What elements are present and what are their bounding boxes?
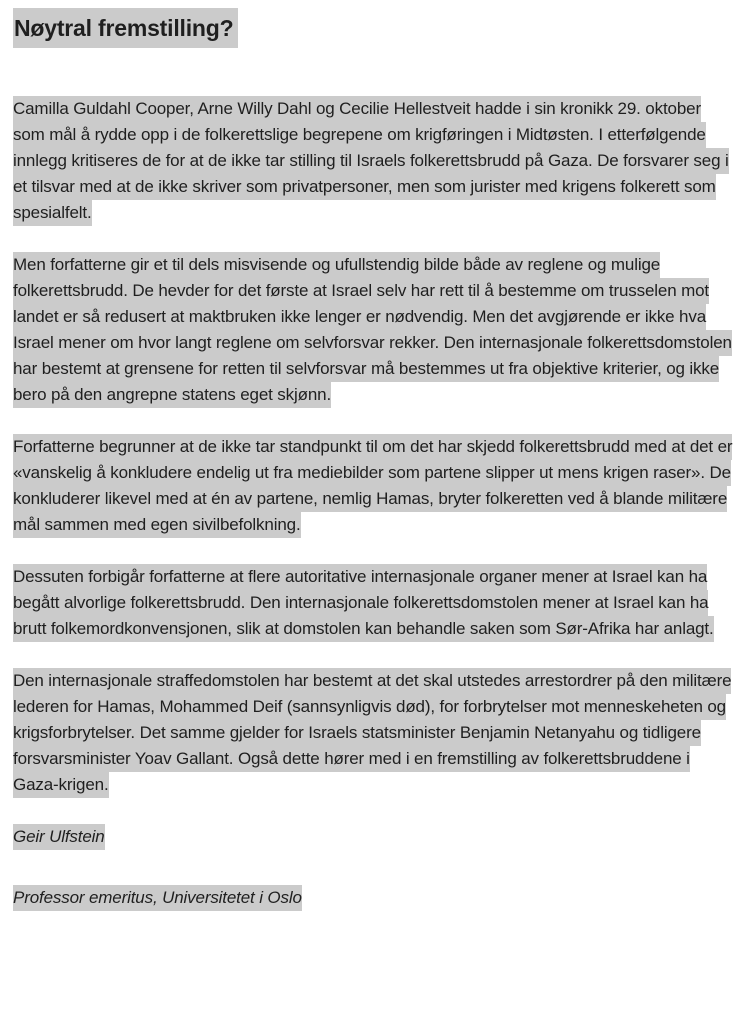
paragraph-2-text: Men forfatterne gir et til dels misvisende og ufullstendig bilde både av reglene og mulige folkerettsbrudd. De hevder for det første at Israel selv har rett til å bestemme om trusselen mot landet er så redusert at maktbruken ikke lenger er nødvendig. Men det avgjørende er ikke hva Israel mener om hvor langt reglene om selvforsvar rekker. Den internasjonale folkerettsdomstolen har bestemt at grensene for retten til selvforsvar må bestemmes ut fra objektive kriterier, og ikke bero på den angrepne statens eget skjønn. [13, 252, 732, 408]
author-affiliation-text: Professor emeritus, Universitetet i Oslo [13, 885, 302, 911]
author-affiliation [13, 885, 737, 911]
article-title [13, 6, 737, 50]
author-signature [13, 824, 737, 850]
paragraph-2 [13, 252, 737, 408]
paragraph-5-text: Den internasjonale straffedomstolen har bestemt at det skal utstedes arrestordrer på den militære lederen for Hamas, Mohammed Deif (sannsynligvis død), for forbrytelser mot menneskeheten og krigsforbrytelser. Det samme gjelder for Israels statsminister Benjamin Netanyahu og tidligere forsvarsminister Yoav Gallant. Også dette hører med i en fremstilling av folkerettsbruddene i Gaza-krigen. [13, 668, 731, 798]
paragraph-5 [13, 668, 737, 798]
author-name: Geir Ulfstein [13, 824, 105, 850]
article [13, 6, 737, 911]
paragraph-1-text: Camilla Guldahl Cooper, Arne Willy Dahl og Cecilie Hellestveit hadde i sin kronikk 29. oktober som mål å rydde opp i de folkerettslige begrepene om krigføringen i Midtøsten. I etterfølgende innlegg kritiseres de for at de ikke tar stilling til Israels folkerettsbrudd på Gaza. De forsvarer seg i et tilsvar med at de ikke skriver som privatpersoner, men som jurister med krigens folkerett som spesialfelt. [13, 96, 729, 226]
paragraph-4-text: Dessuten forbigår forfatterne at flere autoritative internasjonale organer mener at Israel kan ha begått alvorlige folkerettsbrudd. Den internasjonale folkerettsdomstolen mener at Israel kan ha brutt folkemordkonvensjonen, slik at domstolen kan behandle saken som Sør-Afrika har anlagt. [13, 564, 714, 642]
paragraph-3-text: Forfatterne begrunner at de ikke tar standpunkt til om det har skjedd folkerettsbrudd med at det er «vanskelig å konkludere endelig ut fra mediebilder som partene slipper ut mens krigen raser». De konkluderer likevel med at én av partene, nemlig Hamas, bryter folkeretten ved å blande militære mål sammen med egen sivilbefolkning. [13, 434, 732, 538]
paragraph-3 [13, 434, 737, 538]
article-title-text: Nøytral fremstilling? [13, 8, 238, 48]
paragraph-1 [13, 96, 737, 226]
paragraph-4 [13, 564, 737, 642]
